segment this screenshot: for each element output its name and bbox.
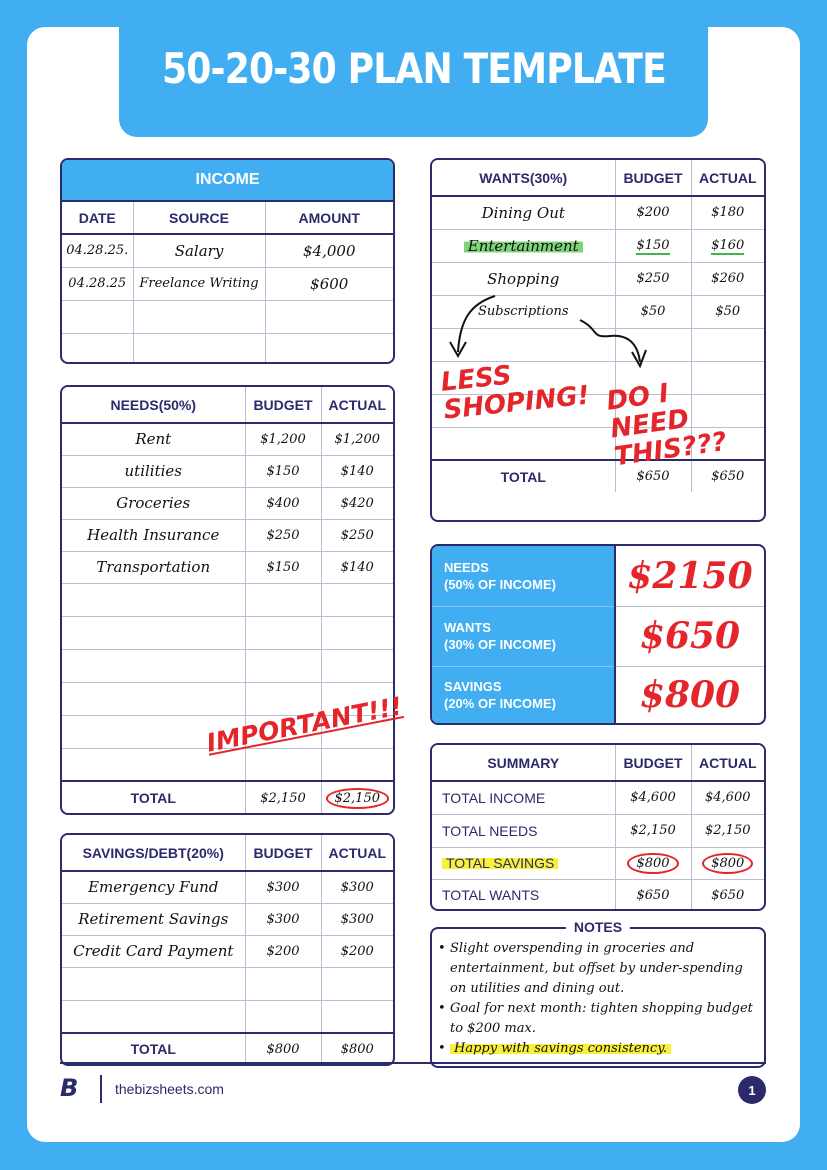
wants-item: Dining Out xyxy=(432,196,615,229)
needs-budget: $150 xyxy=(245,551,321,583)
savings-total-label: TOTAL xyxy=(62,1033,245,1064)
col-wants: WANTS(30%) xyxy=(432,160,615,196)
note-item xyxy=(438,1039,758,1059)
needs-row-empty xyxy=(62,583,393,616)
summary-budget: $650 xyxy=(615,879,691,911)
needs-total-budget: $2,150 xyxy=(245,781,321,814)
income-row-empty xyxy=(62,333,393,364)
wants-total-actual: $650 xyxy=(691,460,764,492)
wants-budget: $250 xyxy=(615,262,691,295)
summary-item: TOTAL SAVINGS xyxy=(442,855,558,871)
summary-row xyxy=(432,814,764,847)
income-date: 04.28.25. xyxy=(62,234,133,267)
needs-item: utilities xyxy=(62,455,245,487)
col-budget: BUDGET xyxy=(615,745,691,781)
income-heading: INCOME xyxy=(62,160,393,202)
brand-logo-icon: B xyxy=(60,1074,79,1102)
arrow-right-icon xyxy=(580,320,640,362)
savings-row-empty xyxy=(62,967,393,1000)
col-budget: BUDGET xyxy=(245,835,321,871)
allocation-value: $2150 xyxy=(615,546,764,606)
summary-item: TOTAL NEEDS xyxy=(432,814,615,847)
income-amount: $600 xyxy=(265,267,393,300)
wants-item: Shopping xyxy=(432,262,615,295)
allocation-label: NEEDS xyxy=(444,559,489,575)
wants-item: Entertainment xyxy=(464,237,583,255)
wants-total-label: TOTAL xyxy=(432,460,615,492)
wants-budget: $50 xyxy=(615,295,691,328)
needs-total-label: TOTAL xyxy=(62,781,245,814)
summary-item: TOTAL WANTS xyxy=(432,879,615,911)
savings-budget: $300 xyxy=(245,903,321,935)
savings-actual: $200 xyxy=(321,935,393,967)
col-actual: ACTUAL xyxy=(321,387,393,423)
allocation-table xyxy=(430,544,766,725)
needs-row-empty xyxy=(62,649,393,682)
site-link[interactable]: thebizsheets.com xyxy=(115,1081,224,1097)
savings-total-row xyxy=(62,1033,393,1064)
wants-row xyxy=(432,229,764,262)
summary-actual: $800 xyxy=(702,853,753,874)
summary-item: TOTAL INCOME xyxy=(432,781,615,814)
income-source: Freelance Writing xyxy=(133,267,265,300)
needs-actual: $140 xyxy=(321,455,393,487)
summary-row xyxy=(432,879,764,911)
summary-actual: $2,150 xyxy=(691,814,764,847)
col-budget: BUDGET xyxy=(245,387,321,423)
savings-total-actual: $800 xyxy=(321,1033,393,1064)
savings-table xyxy=(60,833,395,1066)
summary-budget: $4,600 xyxy=(615,781,691,814)
savings-total-budget: $800 xyxy=(245,1033,321,1064)
summary-actual: $4,600 xyxy=(691,781,764,814)
note-item: • Goal for next month: tighten shopping budget to $200 max. xyxy=(438,999,758,1039)
wants-actual: $180 xyxy=(691,196,764,229)
wants-budget: $150 xyxy=(636,238,670,253)
needs-actual: $250 xyxy=(321,519,393,551)
income-row-empty xyxy=(62,300,393,333)
col-actual: ACTUAL xyxy=(321,835,393,871)
notes-title: NOTES xyxy=(566,919,630,935)
needs-item: Rent xyxy=(62,423,245,455)
needs-total-actual: $2,150 xyxy=(326,788,390,809)
summary-table xyxy=(430,743,766,911)
needs-row xyxy=(62,487,393,519)
allocation-label: SAVINGS xyxy=(444,678,502,694)
income-row xyxy=(62,267,393,300)
needs-item: Health Insurance xyxy=(62,519,245,551)
note-highlight: Happy with savings consistency. xyxy=(450,1041,671,1056)
needs-actual: $140 xyxy=(321,551,393,583)
needs-total-row xyxy=(62,781,393,814)
page-title: 50-20-30 PLAN TEMPLATE xyxy=(161,44,666,93)
col-actual: ACTUAL xyxy=(691,745,764,781)
income-source: Salary xyxy=(133,234,265,267)
needs-actual: $420 xyxy=(321,487,393,519)
col-budget: BUDGET xyxy=(615,160,691,196)
footer-separator xyxy=(100,1075,102,1103)
wants-actual: $50 xyxy=(691,295,764,328)
wants-total-row xyxy=(432,460,764,492)
savings-row-empty xyxy=(62,1000,393,1033)
income-amount: $4,000 xyxy=(265,234,393,267)
needs-budget: $1,200 xyxy=(245,423,321,455)
allocation-sublabel: (20% OF INCOME) xyxy=(444,695,556,711)
col-needs: NEEDS(50%) xyxy=(62,387,245,423)
summary-budget: $2,150 xyxy=(615,814,691,847)
savings-budget: $300 xyxy=(245,871,321,903)
savings-actual: $300 xyxy=(321,903,393,935)
page-number: 1 xyxy=(738,1076,766,1104)
allocation-value: $650 xyxy=(615,606,764,666)
allocation-row xyxy=(432,606,764,666)
wants-actual: $260 xyxy=(691,262,764,295)
needs-budget: $250 xyxy=(245,519,321,551)
income-table xyxy=(60,158,395,364)
savings-item: Retirement Savings xyxy=(62,903,245,935)
allocation-row xyxy=(432,666,764,723)
notes-box xyxy=(430,919,766,1068)
savings-item: Emergency Fund xyxy=(62,871,245,903)
allocation-sublabel: (50% OF INCOME) xyxy=(444,576,556,592)
arrow-left-icon xyxy=(458,296,495,352)
needs-row xyxy=(62,423,393,455)
wants-item: Subscriptions xyxy=(432,295,615,328)
important-note: IMPORTANT!!! xyxy=(204,691,405,758)
needs-row xyxy=(62,455,393,487)
title-banner xyxy=(119,0,708,137)
needs-row-empty xyxy=(62,616,393,649)
col-amount: AMOUNT xyxy=(265,202,393,234)
summary-actual: $650 xyxy=(711,887,745,903)
allocation-sublabel: (30% OF INCOME) xyxy=(444,637,556,652)
needs-row xyxy=(62,551,393,583)
col-date: DATE xyxy=(62,202,133,234)
needs-budget: $400 xyxy=(245,487,321,519)
needs-budget: $150 xyxy=(245,455,321,487)
savings-item: Credit Card Payment xyxy=(62,935,245,967)
savings-row xyxy=(62,871,393,903)
summary-budget: $800 xyxy=(627,853,678,874)
savings-row xyxy=(62,903,393,935)
col-source: SOURCE xyxy=(133,202,265,234)
do-i-need-this-note: DO I NEED THIS??? xyxy=(604,378,729,473)
col-actual: ACTUAL xyxy=(691,160,764,196)
summary-row xyxy=(432,781,764,814)
col-savings: SAVINGS/DEBT(20%) xyxy=(62,835,245,871)
needs-row xyxy=(62,519,393,551)
allocation-row xyxy=(432,546,764,606)
wants-actual: $160 xyxy=(711,238,745,253)
savings-budget: $200 xyxy=(245,935,321,967)
income-date: 04.28.25 xyxy=(62,267,133,300)
wants-total-budget: $650 xyxy=(615,460,691,492)
less-shopping-note: LESS SHOPING! xyxy=(439,360,591,426)
needs-actual: $1,200 xyxy=(321,423,393,455)
note-item: • Slight overspending in groceries and entertainment, but offset by under-spending on utilities and dining out. xyxy=(438,939,758,999)
allocation-label: WANTS xyxy=(444,620,491,635)
allocation-value: $800 xyxy=(639,673,741,716)
needs-item: Groceries xyxy=(62,487,245,519)
wants-budget: $200 xyxy=(615,196,691,229)
income-row xyxy=(62,234,393,267)
wants-row xyxy=(432,196,764,229)
col-summary: SUMMARY xyxy=(432,745,615,781)
summary-row xyxy=(432,847,764,879)
needs-item: Transportation xyxy=(62,551,245,583)
savings-actual: $300 xyxy=(321,871,393,903)
savings-row xyxy=(62,935,393,967)
footer-divider xyxy=(60,1062,766,1064)
